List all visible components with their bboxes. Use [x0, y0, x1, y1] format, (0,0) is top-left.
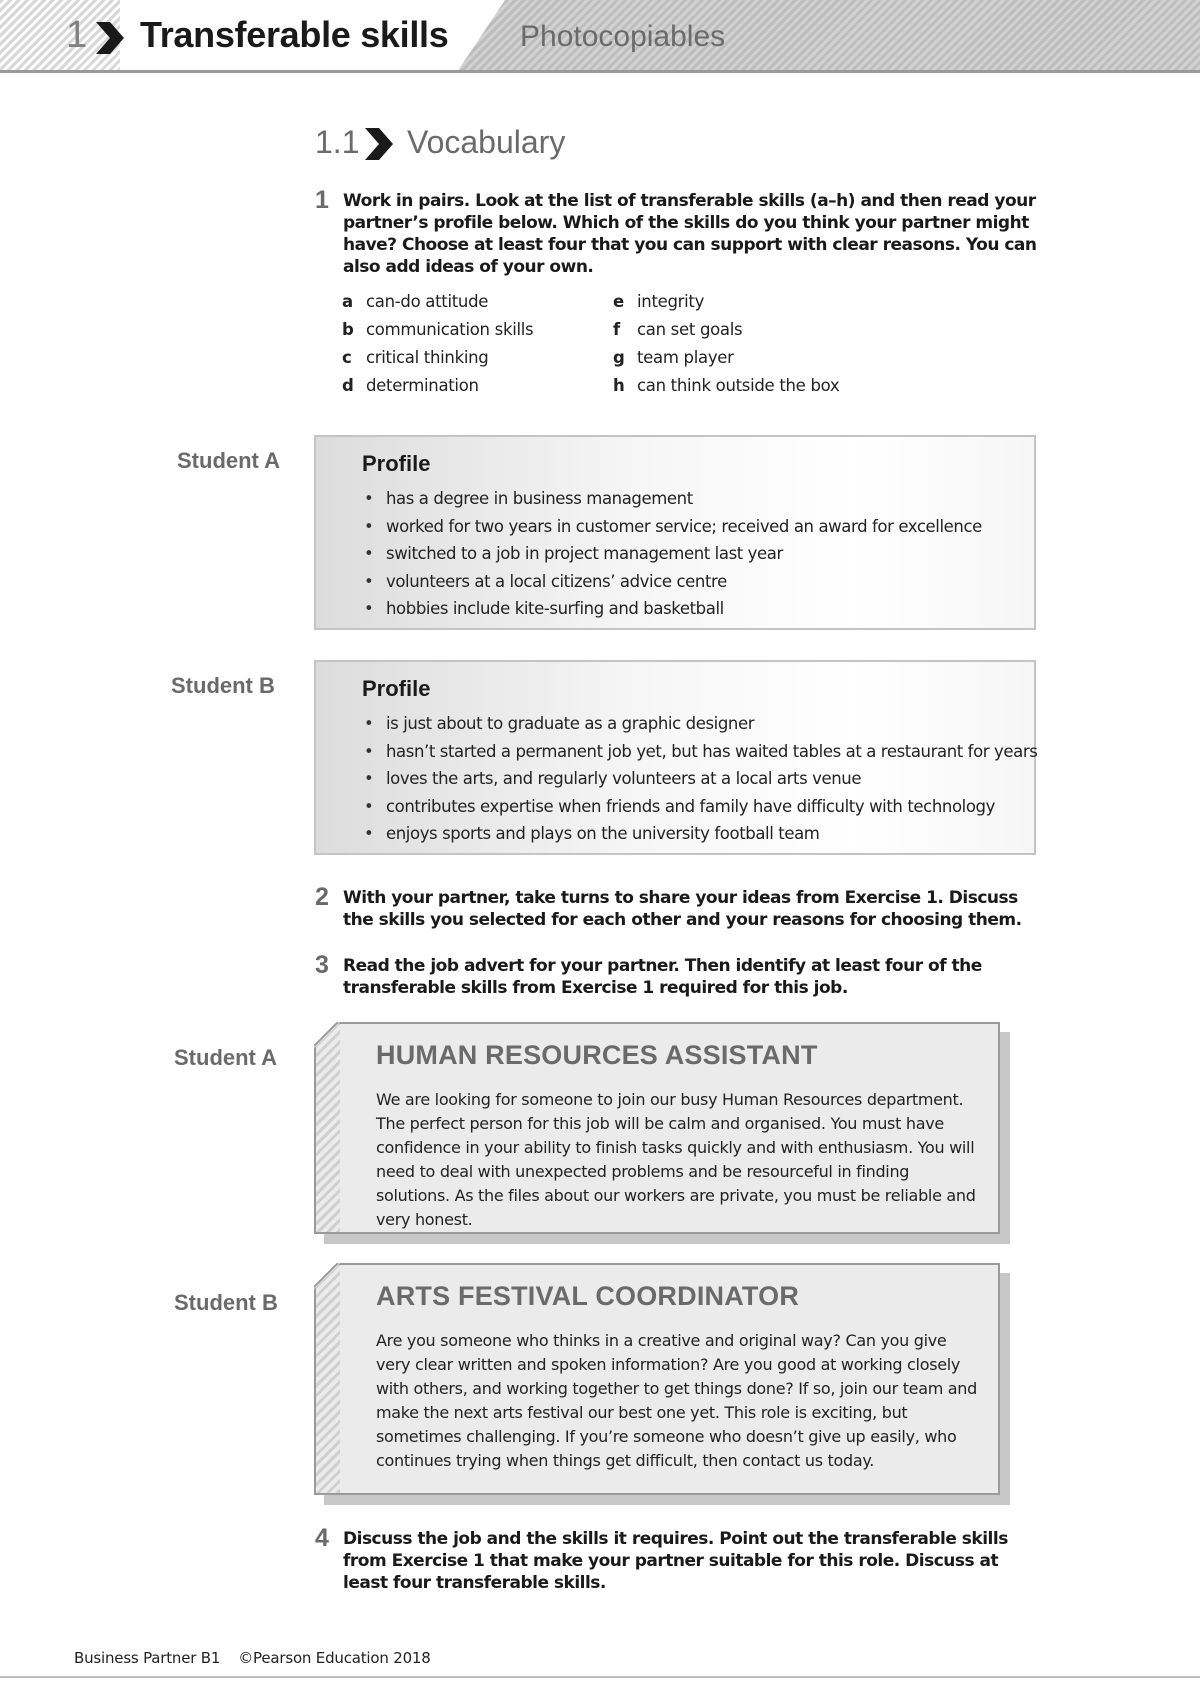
exercise-number: 2	[315, 883, 329, 911]
header-divider	[0, 70, 1200, 73]
skill-text: determination	[366, 376, 479, 395]
job-advert-hatch	[316, 1024, 340, 1232]
exercise-1	[315, 186, 1037, 280]
profile-item: • hasn’t started a permanent job yet, but has waited tables at a restaurant for years	[362, 738, 1037, 766]
folded-corner-icon	[314, 1022, 340, 1048]
skill-letter: e	[613, 292, 624, 311]
student-a-label: Student A	[174, 1045, 278, 1070]
skill-letter: f	[613, 320, 620, 339]
profile-box-student-a	[314, 435, 1036, 630]
footer-divider	[0, 1676, 1200, 1678]
folded-corner-icon	[314, 1263, 340, 1289]
footer-copyright: ©Pearson Education 2018	[238, 1649, 431, 1667]
profile-item: • enjoys sports and plays on the university football team	[362, 820, 1037, 848]
skill-letter: a	[342, 292, 353, 311]
profile-item: • volunteers at a local citizens’ advice centre	[362, 568, 982, 596]
profile-item: • is just about to graduate as a graphic designer	[362, 710, 1037, 738]
skill-text: communication skills	[366, 320, 534, 339]
profile-list	[362, 485, 982, 623]
job-title: HUMAN RESOURCES ASSISTANT	[376, 1040, 818, 1070]
skill-letter: h	[613, 376, 625, 395]
section-label: Photocopiables	[520, 20, 726, 53]
skill-text: can-do attitude	[366, 292, 489, 311]
page-footer	[74, 1649, 449, 1667]
profile-box-student-b	[314, 660, 1036, 855]
profile-item: • switched to a job in project management last year	[362, 540, 982, 568]
skill-text: critical thinking	[366, 348, 489, 367]
exercise-instruction: Work in pairs. Look at the list of transferable skills (a–h) and then read your partner’s profile below. Which of the skills do you think your partner might have? Choose at least four that you can support with clear reasons. You can also add ideas of your own.	[343, 191, 1037, 277]
exercise-2	[315, 883, 1035, 937]
exercise-number: 4	[315, 1524, 329, 1552]
profile-item: • contributes expertise when friends and family have difficulty with technology	[362, 793, 1037, 821]
unit-header	[0, 0, 1200, 74]
skill-letter: g	[613, 348, 625, 367]
profile-title: Profile	[362, 451, 431, 476]
skill-text: can set goals	[637, 320, 743, 339]
profile-list	[362, 710, 1037, 848]
skill-letter: d	[342, 376, 354, 395]
exercise-instruction: With your partner, take turns to share your ideas from Exercise 1. Discuss the skills you selected for each other and your reasons for choosing them.	[343, 888, 1022, 930]
exercise-4	[315, 1524, 1035, 1598]
skill-letter: c	[342, 348, 352, 367]
job-advert-student-a	[314, 1022, 1000, 1234]
footer-book-title: Business Partner B1	[74, 1649, 221, 1667]
chevron-right-icon	[363, 128, 397, 160]
profile-item: • hobbies include kite-surfing and basketball	[362, 595, 982, 623]
student-b-label: Student B	[171, 673, 275, 698]
section-title: Vocabulary	[407, 124, 566, 160]
student-b-label: Student B	[174, 1290, 278, 1315]
student-a-label: Student A	[177, 448, 281, 473]
profile-item: • has a degree in business management	[362, 485, 982, 513]
job-advert-hatch	[316, 1265, 340, 1493]
skill-text: can think outside the box	[637, 376, 840, 395]
exercise-instruction: Read the job advert for your partner. Then identify at least four of the transferable skills from Exercise 1 required for this job.	[343, 956, 982, 998]
profile-item: • loves the arts, and regularly volunteers at a local arts venue	[362, 765, 1037, 793]
job-description: Are you someone who thinks in a creative and original way? Can you give very clear written and spoken information? Are you good at working closely with others, and working together to get things done? If so, join our team and make the next arts festival our best one yet. This role is exciting, but sometimes challenging. If you’re someone who doesn’t give up easily, who continues trying when things get difficult, then contact us today.	[376, 1331, 978, 1470]
profile-title: Profile	[362, 676, 431, 701]
chevron-right-icon	[92, 22, 126, 54]
skill-text: integrity	[637, 292, 705, 311]
skill-letter: b	[342, 320, 354, 339]
exercise-number: 3	[315, 951, 329, 979]
job-title: ARTS FESTIVAL COORDINATOR	[376, 1281, 800, 1311]
job-description: We are looking for someone to join our busy Human Resources department. The perfect person for this job will be calm and organised. You must have confidence in your ability to finish tasks quickly and with enthusiasm. You will need to deal with unexpected problems and be resourceful in finding solutions. As the files about our workers are private, you must be reliable and very honest.	[376, 1090, 976, 1229]
section-number: 1.1	[315, 124, 360, 160]
exercise-3	[315, 951, 1035, 1005]
unit-title: Transferable skills	[140, 14, 449, 55]
skill-text: team player	[637, 348, 734, 367]
profile-item: • worked for two years in customer service; received an award for excellence	[362, 513, 982, 541]
job-advert-student-b	[314, 1263, 1000, 1495]
exercise-number: 1	[315, 186, 329, 214]
skills-list	[342, 292, 902, 402]
unit-number: 1	[66, 14, 88, 56]
exercise-instruction: Discuss the job and the skills it requires. Point out the transferable skills from Exercise 1 that make your partner suitable for this role. Discuss at least four transferable skills.	[343, 1529, 1008, 1593]
